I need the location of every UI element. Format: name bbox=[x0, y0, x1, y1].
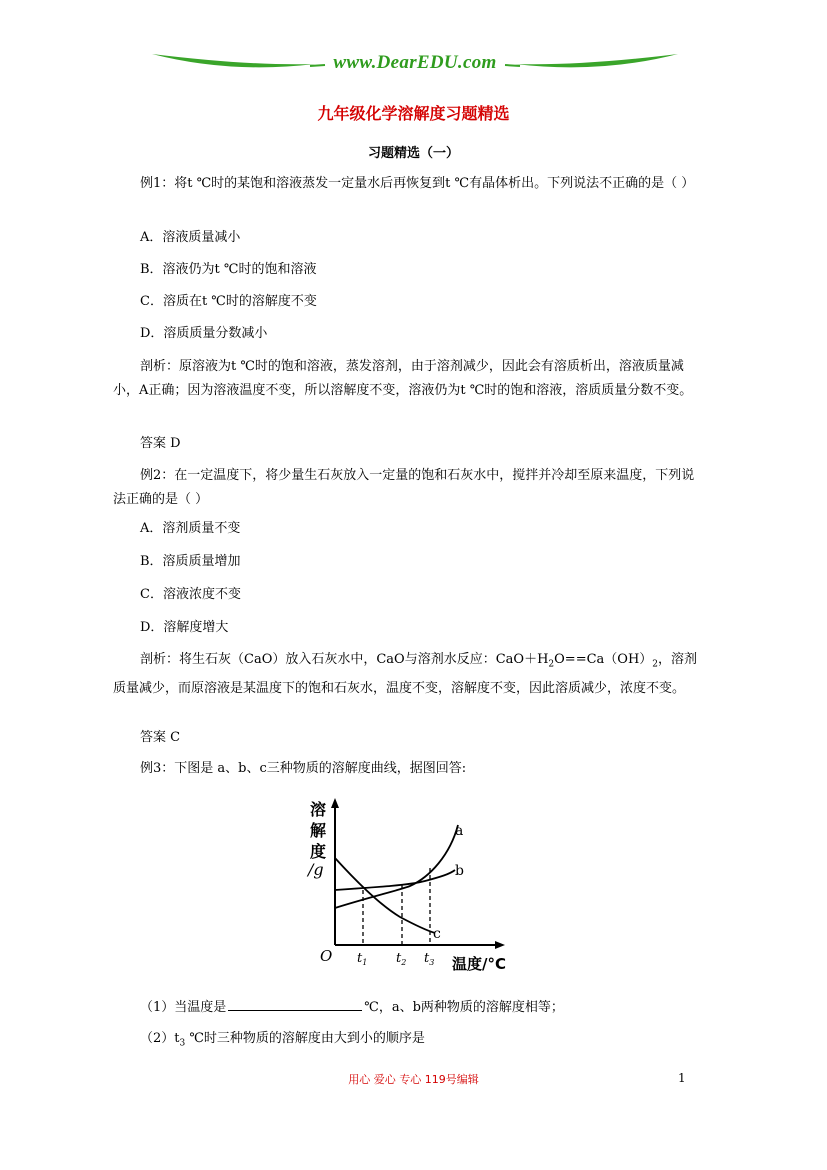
ex3-q1 bbox=[140, 995, 564, 1020]
origin-label: O bbox=[320, 947, 333, 965]
series-label-b: b bbox=[455, 863, 464, 879]
x-axis-label: 温度/°C bbox=[452, 955, 506, 973]
ex3-q2-text-1: （2）t bbox=[140, 1031, 180, 1046]
ex1-option-b: B．溶液仍为t ℃时的饱和溶液 bbox=[140, 262, 317, 277]
tick-t2: $t_2$ bbox=[396, 951, 407, 967]
ex2-analysis-sub1: 2 bbox=[548, 659, 555, 670]
page-number: 1 bbox=[678, 1071, 686, 1085]
ex3-q1-blank[interactable] bbox=[228, 995, 362, 1011]
ex3-q1-text-1: （1）当温度是 bbox=[140, 1000, 227, 1015]
page-title: 九年级化学溶解度习题精选 bbox=[317, 104, 510, 123]
ex2-analysis-part2: O==Ca（OH） bbox=[554, 652, 653, 667]
y-label-char-2: 解 bbox=[310, 821, 327, 840]
series-label-c: c bbox=[433, 926, 441, 942]
ex2-option-c: C．溶液浓度不变 bbox=[140, 587, 241, 602]
y-label-char-3: 度 bbox=[310, 842, 327, 861]
site-logo[interactable] bbox=[150, 44, 680, 80]
ex3-q2-text-2: ℃时三种物质的溶解度由大到小的顺序是 bbox=[185, 1031, 425, 1046]
logo-text: www.DearEDU.com bbox=[333, 52, 497, 73]
ex2-analysis-part1: 剖析：将生石灰（CaO）放入石灰水中，CaO与溶剂水反应：CaO＋H bbox=[140, 652, 549, 667]
y-axis-arrow bbox=[331, 798, 339, 808]
x-axis-arrow bbox=[495, 941, 505, 949]
curve-b bbox=[335, 870, 455, 890]
section-title: 习题精选（一） bbox=[367, 146, 459, 161]
ex2-analysis-part3: ，溶剂质量减少，而原溶液是某温度下的饱和石灰水，温度不变，溶解度不变，因此溶质减少，浓度不变。 bbox=[113, 652, 698, 696]
solubility-chart-svg bbox=[300, 795, 530, 980]
ex3-q1-text-2: ℃，a、b两种物质的溶解度相等； bbox=[364, 1000, 564, 1015]
tick-t1: $t_1$ bbox=[357, 951, 368, 967]
ex2-option-a: A．溶剂质量不变 bbox=[140, 521, 241, 536]
ex2-option-b: B．溶质质量增加 bbox=[140, 554, 241, 569]
ex1-answer: 答案 D bbox=[140, 436, 181, 451]
ex1-question: 例1：将t ℃时的某饱和溶液蒸发一定量水后再恢复到t ℃有晶体析出。下列说法不正确的是（ ） bbox=[140, 176, 695, 191]
tick-t3: $t_3$ bbox=[424, 951, 435, 967]
ex2-question: 例2：在一定温度下，将少量生石灰放入一定量的饱和石灰水中，搅拌并冷却至原来温度，下列说法正确的是（ ） bbox=[113, 468, 695, 507]
ex1-option-a: A．溶液质量减小 bbox=[140, 230, 241, 245]
ex3-q2-sub: 3 bbox=[179, 1038, 186, 1049]
footer-text: 用心 爱心 专心 119号编辑 bbox=[348, 1073, 479, 1086]
solubility-chart bbox=[300, 795, 530, 984]
curve-c bbox=[335, 858, 435, 933]
ex2-answer: 答案 C bbox=[140, 730, 181, 745]
y-label-char-1: 溶 bbox=[310, 800, 327, 819]
ex3-question: 例3：下图是 a、b、c三种物质的溶解度曲线，据图回答: bbox=[140, 761, 467, 776]
series-label-a: a bbox=[455, 823, 464, 839]
ex1-option-d: D．溶质质量分数减小 bbox=[140, 326, 268, 341]
ex1-option-c: C．溶质在t ℃时的溶解度不变 bbox=[140, 294, 317, 309]
ex2-analysis bbox=[113, 648, 703, 701]
curve-a bbox=[335, 825, 458, 908]
ex3-q2 bbox=[140, 1027, 425, 1056]
ex2-option-d: D．溶解度增大 bbox=[140, 620, 229, 635]
ex1-analysis: 剖析：原溶液为t ℃时的饱和溶液，蒸发溶剂，由于溶剂减少，因此会有溶质析出，溶液质量减小，A正确；因为溶液温度不变，所以溶解度不变，溶液仍为t ℃时的饱和溶液，溶质质量分数不变。 bbox=[113, 359, 693, 398]
y-label-char-4: /g bbox=[308, 860, 324, 879]
ex2-analysis-sub2: 2 bbox=[652, 659, 659, 670]
